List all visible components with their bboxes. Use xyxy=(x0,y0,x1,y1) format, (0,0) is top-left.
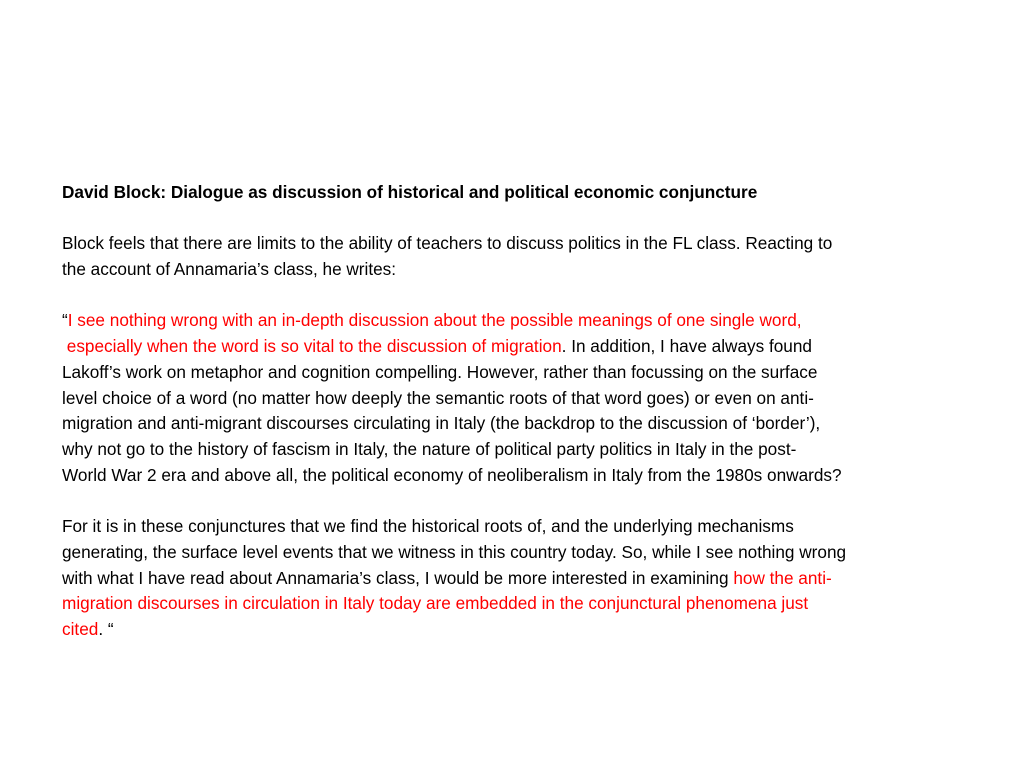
conclusion-highlight: how the anti- xyxy=(733,567,832,588)
quote-line xyxy=(62,308,962,334)
slide-title xyxy=(62,180,962,206)
conclusion-line: generating, the surface level events that we witness in this country today. So, while I see nothing wrong xyxy=(62,541,847,562)
conclusion-line xyxy=(62,566,962,592)
quote-line: migration and anti-migrant discourses circulating in Italy (the backdrop to the discussion of ‘border’), xyxy=(62,413,821,434)
intro-line: Block feels that there are limits to the ability of teachers to discuss politics in the FL class. Reacting to xyxy=(62,233,833,254)
conclusion-paragraph xyxy=(62,514,962,643)
conclusion-line: For it is in these conjunctures that we find the historical roots of, and the underlying mechanisms xyxy=(62,516,794,537)
spacer xyxy=(62,488,962,514)
quote-line: level choice of a word (no matter how deeply the semantic roots of that word goes) or even on anti- xyxy=(62,387,814,408)
spacer xyxy=(62,206,962,232)
quote-line xyxy=(62,334,962,360)
title-text: David Block: Dialogue as discussion of historical and political economic conjuncture xyxy=(62,182,758,202)
quote-line: why not go to the history of fascism in Italy, the nature of political party politics in Italy in the post- xyxy=(62,439,797,459)
quote-line: World War 2 era and above all, the political economy of neoliberalism in Italy from the 1980s onwards? xyxy=(62,464,842,485)
quote-open-mark: “ xyxy=(62,310,68,331)
conclusion-highlight: cited xyxy=(62,618,99,639)
quote-highlight: I see nothing wrong with an in-depth discussion about the possible meanings of one single word, xyxy=(67,310,802,331)
quote-paragraph xyxy=(62,308,962,488)
quote-text: . In addition, I have always found xyxy=(561,336,812,357)
quote-line: Lakoff’s work on metaphor and cognition compelling. However, rather than focussing on the surface xyxy=(62,361,818,382)
slide-content xyxy=(62,180,962,643)
spacer xyxy=(62,283,962,309)
conclusion-text: with what I have read about Annamaria’s class, I would be more interested in examining xyxy=(62,567,734,588)
conclusion-line xyxy=(62,617,962,643)
intro-line: the account of Annamaria’s class, he writes: xyxy=(62,259,397,280)
intro-paragraph xyxy=(62,231,962,282)
quote-close-mark: . “ xyxy=(98,618,114,639)
conclusion-highlight: migration discourses in circulation in Italy today are embedded in the conjunctural phenomena just xyxy=(62,593,809,614)
quote-highlight: especially when the word is so vital to the discussion of migration xyxy=(62,336,562,357)
